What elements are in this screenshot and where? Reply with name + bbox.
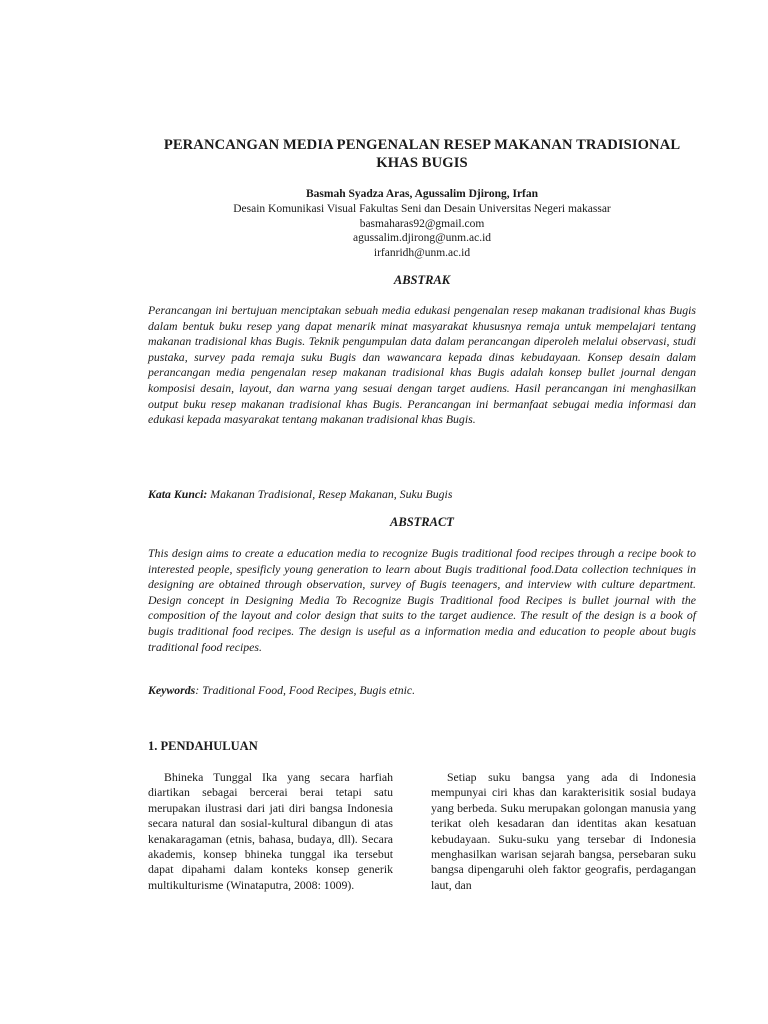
pendahuluan-column-right: Setiap suku bangsa yang ada di Indonesia mempunyai ciri khas dan karakterisitik sosial budaya yang berbeda. Suku merupakan golongan manusia yang terikat oleh kesadaran dan identitas akan kesatuan kebudayaan. Suku-suku yang tersebar di Indonesia menghasilkan warisan sejarah bangsa, persebaran suku bangsa dipengaruhi oleh faktor geografis, perdagangan laut, dan [431,770,696,892]
paper-authors: Basmah Syadza Aras, Agussalim Djirong, Irfan [305,188,539,200]
author-affiliation [148,202,696,261]
kata-kunci-values: Makanan Tradisional, Resep Makanan, Suku Bugis [207,487,453,501]
section-heading-pendahuluan: 1. PENDAHULUAN [148,739,258,753]
author-email: agussalim.djirong@unm.ac.id [352,232,492,245]
keywords-label: Keywords [148,683,196,697]
pendahuluan-column-left: Bhineka Tunggal Ika yang secara harfiah diartikan sebagai bercerai berai tetapi satu merupakan ilustrasi dari jati diri bangsa Indonesia secara natural dan sosial-kultural dibangun di atas kenakaragaman (etnis, bahasa, budaya, dll). Secara akademis, konsep bhineka tunggal ika tersebut dapat dipahami dalam konteks konsep generik multikulturisme (Winataputra, 2008: 1009). [148,770,393,892]
abstract-body: This design aims to create a education media to recognize Bugis traditional food recipes through a recipe book to interested people, spesificly young generation to learn about Bugis traditional food.Data collection techniques in designing are obtained through observation, survey of Bugis teenagers, and interview with culture department. Design concept in Designing Media To Recognize Bugis Traditional food Recipes is bullet journal with the composition of the layout and color design that suits to the target audience. The result of the design is a book of bugis traditional food recipes. The design is useful as a information media and education to people about bugis traditional food recipes. [148,546,696,654]
abstrak-body: Perancangan ini bertujuan menciptakan sebuah media edukasi pengenalan resep makanan tradisional khas Bugis dalam bentuk buku resep yang dapat menarik minat masyarakat khususnya remaja untuk mempelajari tentang makanan tradisional khas Bugis. Teknik pengumpulan data dalam perancangan diperoleh melalui observasi, studi pustaka, survey pada remaja suku Bugis dan wawancara kepada dinas kebudayaan. Konsep desain dalam perancangan media pengenalan resep makanan tradisional khas Bugis adalah konsep bullet journal dengan komposisi desain, layout, dan warna yang sesuai dengan target audiens. Hasil perancangan ini menghasilkan output buku resep makanan tradisional khas Bugis. Perancangan ini bermanfaat sebugai media informasi dan edukasi kepada masyarakat tentang makanan tradisional khas Bugis. [148,303,696,427]
abstrak-heading: ABSTRAK [393,273,451,287]
kata-kunci-label: Kata Kunci: [148,487,208,501]
kata-kunci [148,487,696,502]
keywords-values: : Traditional Food, Food Recipes, Bugis etnic. [195,683,416,697]
paper-title: PERANCANGAN MEDIA PENGENALAN RESEP MAKANAN TRADISIONAL KHAS BUGIS [163,137,681,171]
affiliation-institution: Desain Komunikasi Visual Fakultas Seni dan Desain Universitas Negeri makassar [233,203,611,215]
author-email: basmaharas92@gmail.com [359,217,485,230]
abstract-heading: ABSTRACT [390,515,454,529]
keywords [148,683,696,698]
author-email: irfanridh@unm.ac.id [373,247,471,260]
